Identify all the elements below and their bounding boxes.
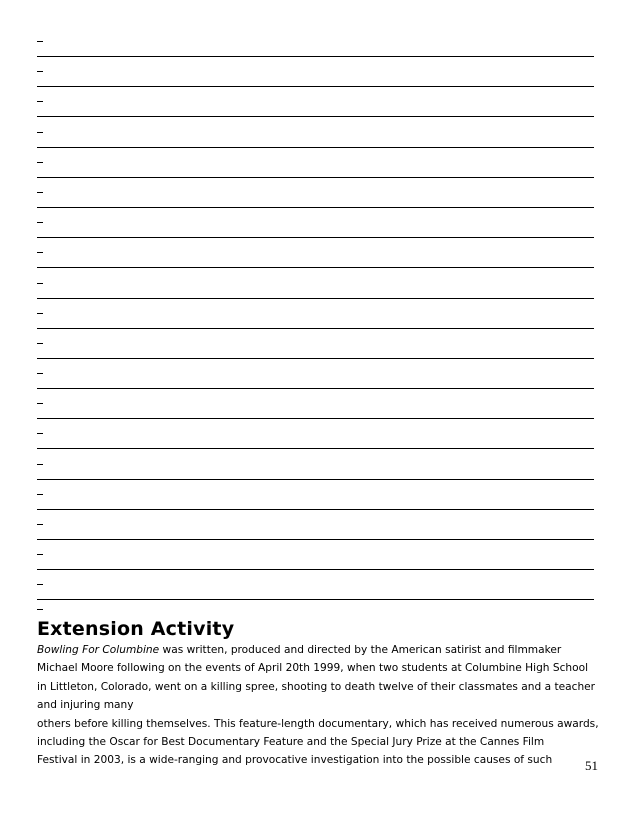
writing-line bbox=[37, 66, 597, 96]
writing-line bbox=[37, 187, 597, 217]
writing-line bbox=[37, 157, 597, 187]
writing-line bbox=[37, 519, 597, 549]
writing-line bbox=[37, 428, 597, 458]
writing-line bbox=[37, 459, 597, 489]
paragraph-line: Michael Moore following on the events of April 20th 1999, when two students at Columbine High School bbox=[37, 662, 589, 675]
paragraph-line: and injuring many bbox=[37, 699, 134, 712]
writing-line bbox=[37, 549, 597, 579]
writing-line bbox=[37, 368, 597, 398]
writing-line bbox=[37, 278, 597, 308]
writing-lines bbox=[37, 36, 597, 610]
writing-line bbox=[37, 398, 597, 428]
extension-paragraph bbox=[37, 641, 603, 770]
writing-line bbox=[37, 579, 597, 609]
paragraph-line: in Littleton, Colorado, went on a killing spree, shooting to death twelve of their classmates and a teacher bbox=[37, 680, 596, 693]
writing-line-end bbox=[37, 609, 43, 610]
writing-line bbox=[37, 217, 597, 247]
paragraph-text: was written, produced and directed by the American satirist and filmmaker bbox=[159, 644, 562, 656]
page-number: 51 bbox=[585, 758, 598, 773]
paragraph-line: Festival in 2003, is a wide-ranging and provocative investigation into the possible causes of such bbox=[37, 754, 553, 767]
writing-line bbox=[37, 96, 597, 126]
writing-line bbox=[37, 36, 597, 66]
writing-line bbox=[37, 308, 597, 338]
writing-line bbox=[37, 127, 597, 157]
film-title: Bowling For Columbine bbox=[37, 644, 160, 656]
paragraph-line: including the Oscar for Best Documentary Feature and the Special Jury Prize at the Cannes Film bbox=[37, 736, 545, 749]
writing-line bbox=[37, 338, 597, 368]
paragraph-line bbox=[37, 641, 603, 659]
paragraph-line: others before killing themselves. This feature-length documentary, which has received numerous awards, bbox=[37, 717, 599, 730]
writing-line bbox=[37, 247, 597, 277]
writing-line bbox=[37, 489, 597, 519]
section-heading: Extension Activity bbox=[37, 618, 235, 640]
